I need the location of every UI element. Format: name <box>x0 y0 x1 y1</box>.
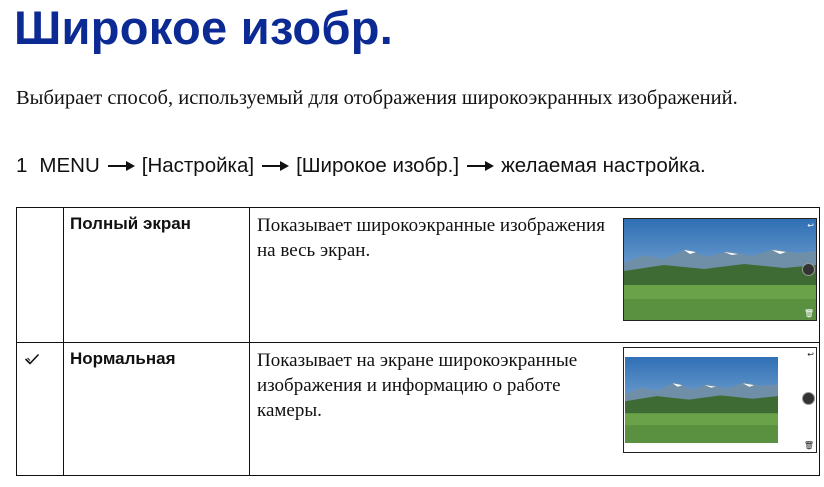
option-name-cell <box>64 208 250 343</box>
return-icon: ↩ <box>807 221 814 230</box>
normal-landscape-preview <box>623 347 817 453</box>
intro-text: Выбирает способ, используемый для отображения широкоэкранных изображений. <box>16 87 738 109</box>
right-arrow-icon <box>260 159 290 173</box>
option-name-cell <box>64 343 250 476</box>
option-description-cell <box>250 343 820 476</box>
step-part-menu: MENU <box>39 154 100 177</box>
full-screen-landscape-preview <box>623 218 817 321</box>
step-part-wide-image: [Широкое изобр.] <box>296 154 460 177</box>
landscape-image <box>624 219 816 320</box>
return-icon: ↩ <box>807 350 814 359</box>
option-name: Полный экран <box>70 214 191 233</box>
landscape-image <box>625 357 778 443</box>
step-part-settings: [Настройка] <box>141 154 255 177</box>
options-table <box>16 207 820 476</box>
option-description: Показывает на экране широкоэкранные изображения и информацию о работе камеры. <box>257 350 578 421</box>
right-arrow-icon <box>465 159 495 173</box>
step-instruction <box>16 154 706 178</box>
control-wheel-icon <box>802 263 815 276</box>
option-name: Нормальная <box>70 349 176 368</box>
option-description: Показывает широкоэкранные изображения на весь экран. <box>257 215 605 261</box>
right-arrow-icon <box>106 159 136 173</box>
trash-icon: 🗑 <box>803 309 814 318</box>
control-wheel-icon <box>802 392 815 405</box>
option-row-normal <box>17 343 820 476</box>
selection-cell <box>17 208 64 343</box>
camera-control-strip <box>802 348 816 452</box>
option-row-full-screen <box>17 208 820 343</box>
selection-cell <box>17 343 64 476</box>
step-number: 1 <box>16 154 28 177</box>
trash-icon: 🗑 <box>803 441 814 450</box>
step-part-desired-setting: желаемая настройка. <box>501 154 706 177</box>
check-mark-icon <box>24 353 40 365</box>
camera-control-strip <box>802 219 816 320</box>
page-title: Широкое изобр. <box>14 1 394 54</box>
option-description-cell <box>250 208 820 343</box>
